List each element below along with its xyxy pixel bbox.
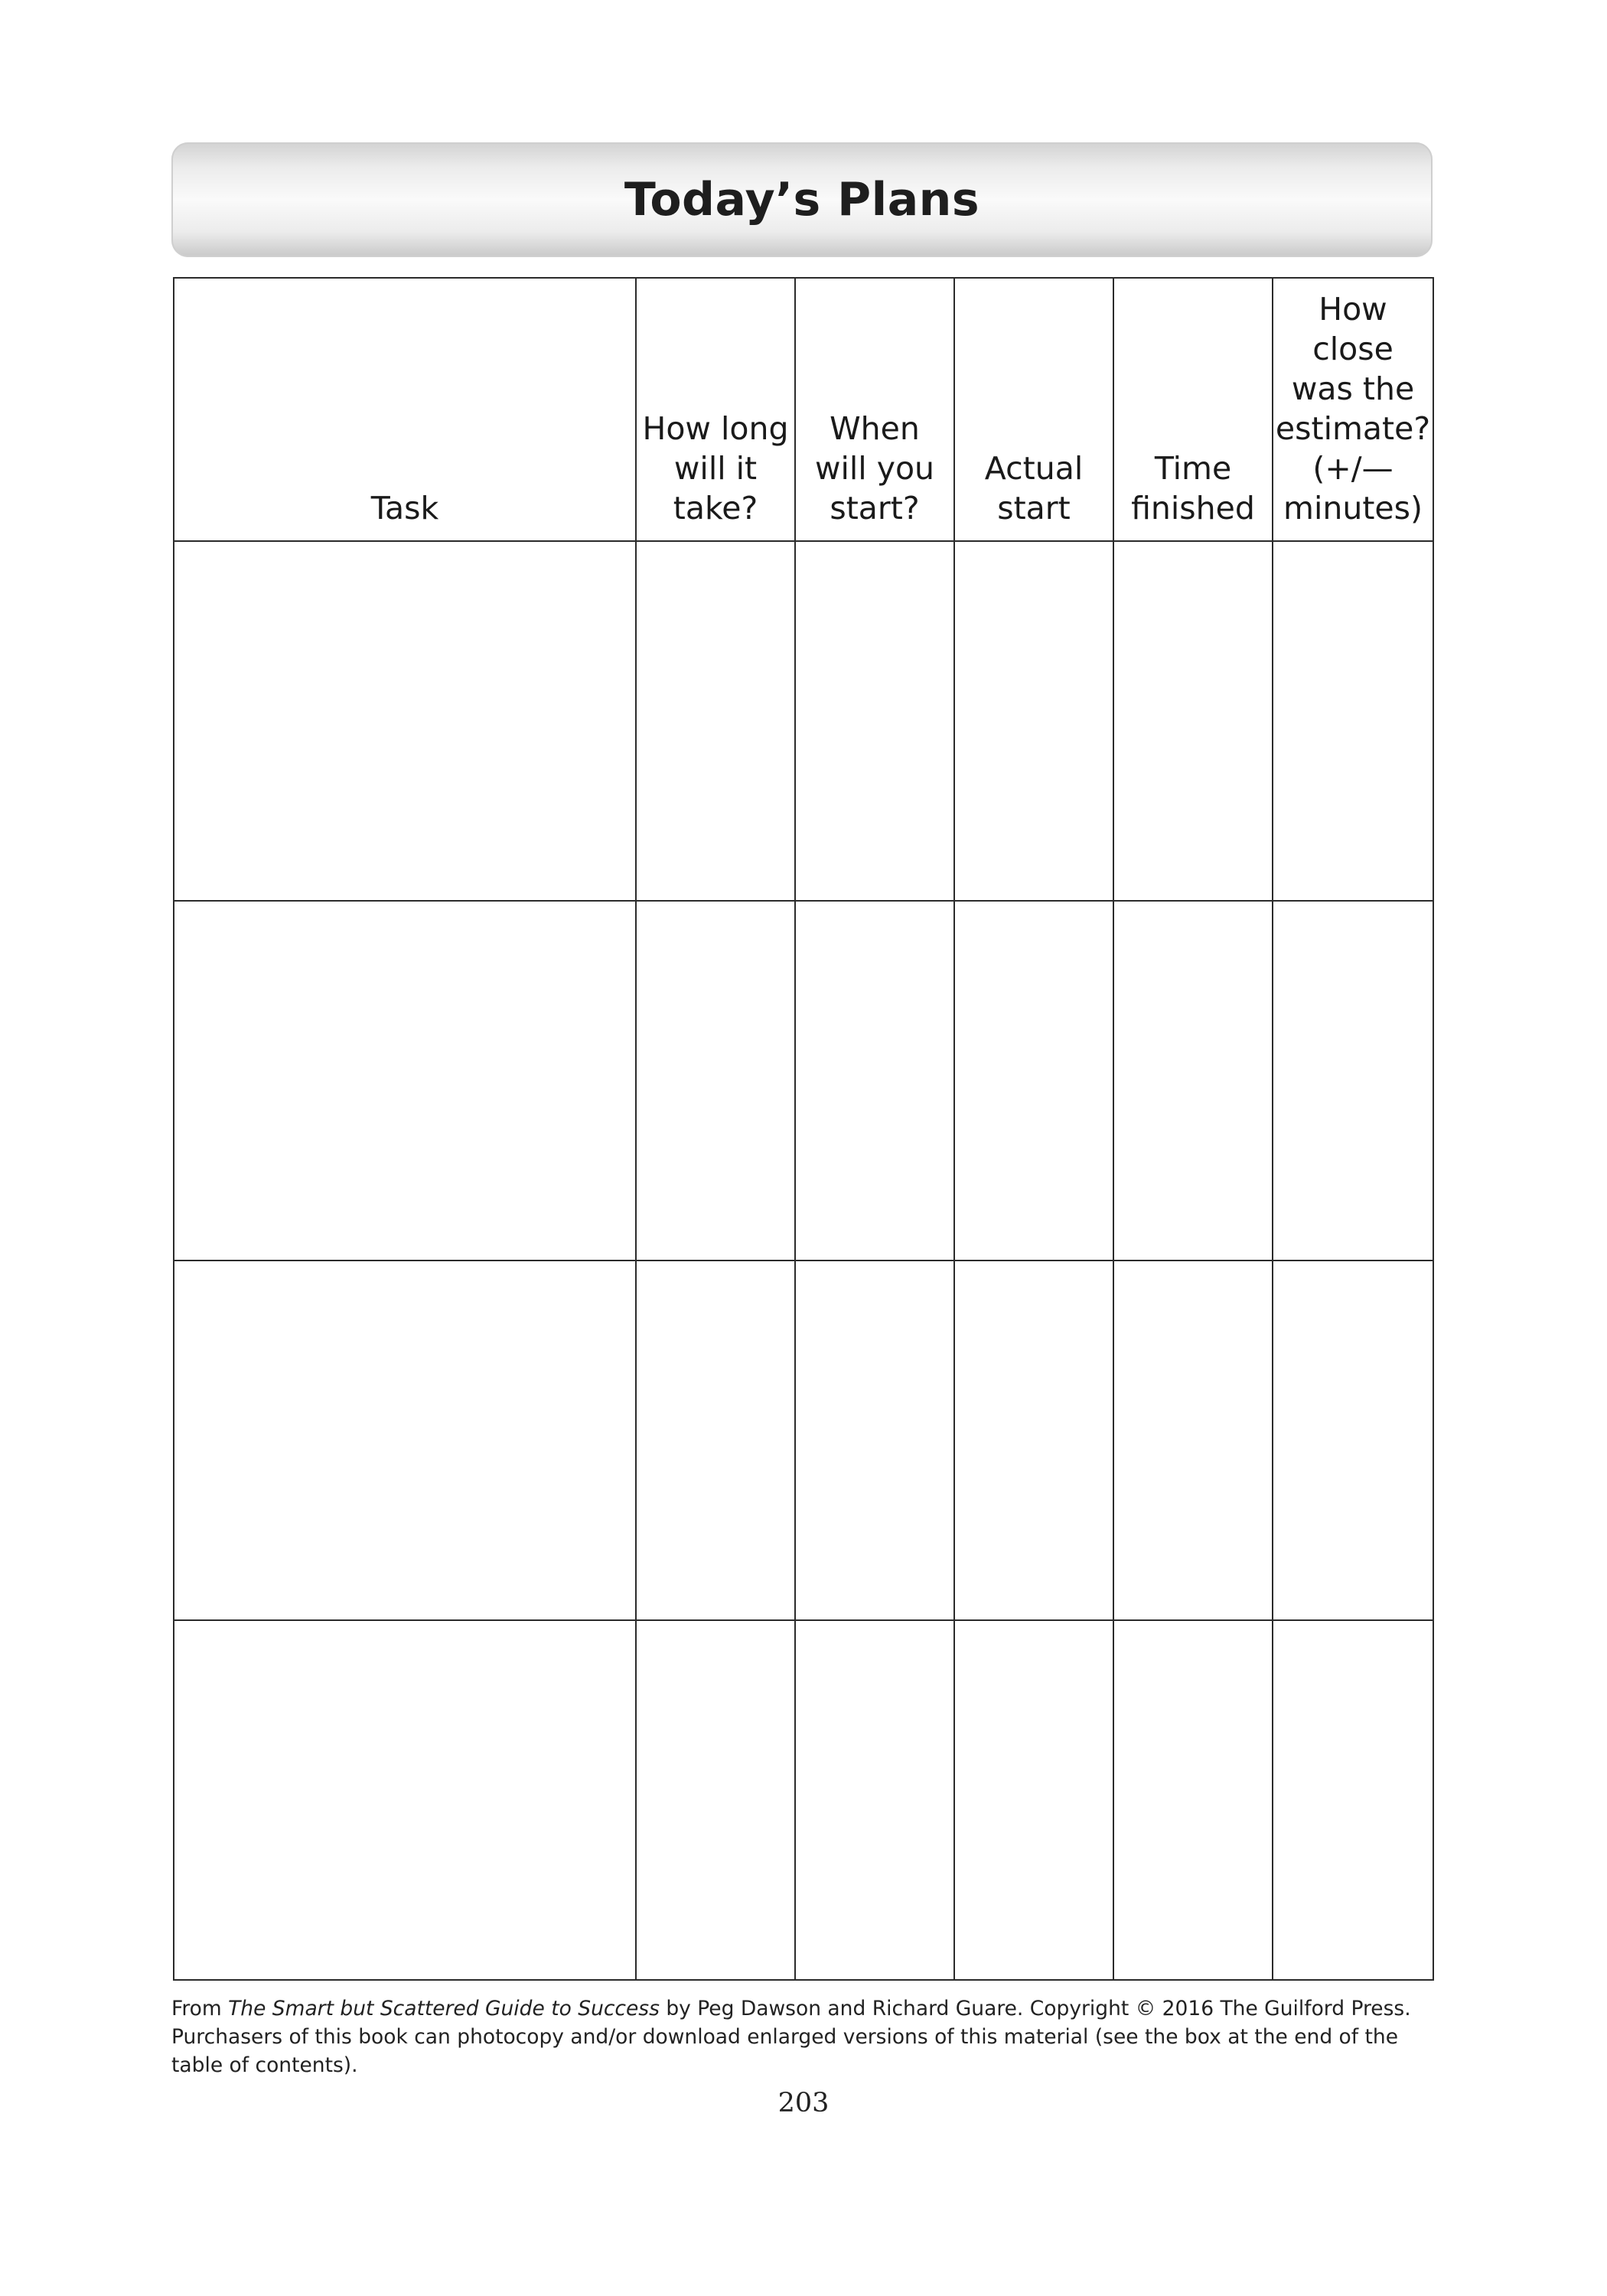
table-row [174,1620,1433,1980]
table-header-row [174,278,1433,541]
plans-table [173,277,1434,1981]
header-estimate-accuracy: How close was the estimate? (+/— minutes) [1273,278,1433,541]
how-long-cell[interactable] [636,1620,795,1980]
page-title: Today’s Plans [624,173,980,227]
how-long-cell[interactable] [636,1261,795,1620]
actual-start-cell[interactable] [954,1261,1113,1620]
footer-rest: by Peg Dawson and Richard Guare. Copyright © 2016 The Guilford Press. Purchasers of this book can photocopy and/or download enlarged versions of this material (see the box at the end of the table of contents). [171,1997,1411,2077]
task-cell[interactable] [174,1620,636,1980]
when-start-cell[interactable] [795,541,954,901]
time-finished-cell[interactable] [1113,901,1273,1261]
estimate-accuracy-cell[interactable] [1273,901,1433,1261]
footer-book-title: The Smart but Scattered Guide to Success [228,1997,660,2020]
time-finished-cell[interactable] [1113,1261,1273,1620]
time-finished-cell[interactable] [1113,541,1273,901]
page-number: 203 [777,2088,830,2118]
actual-start-cell[interactable] [954,901,1113,1261]
when-start-cell[interactable] [795,1261,954,1620]
task-cell[interactable] [174,1261,636,1620]
header-when-start: When will you start? [795,278,954,541]
header-task: Task [174,278,636,541]
how-long-cell[interactable] [636,901,795,1261]
header-how-long: How long will it take? [636,278,795,541]
header-time-finished: Time finished [1113,278,1273,541]
copyright-note [171,1994,1442,2079]
how-long-cell[interactable] [636,541,795,901]
task-cell[interactable] [174,901,636,1261]
table-row [174,901,1433,1261]
table-row [174,541,1433,901]
when-start-cell[interactable] [795,901,954,1261]
estimate-accuracy-cell[interactable] [1273,1261,1433,1620]
footer-prefix: From [171,1997,229,2020]
time-finished-cell[interactable] [1113,1620,1273,1980]
title-banner [171,142,1433,257]
header-actual-start: Actual start [954,278,1113,541]
estimate-accuracy-cell[interactable] [1273,541,1433,901]
actual-start-cell[interactable] [954,1620,1113,1980]
table-row [174,1261,1433,1620]
task-cell[interactable] [174,541,636,901]
actual-start-cell[interactable] [954,541,1113,901]
when-start-cell[interactable] [795,1620,954,1980]
estimate-accuracy-cell[interactable] [1273,1620,1433,1980]
